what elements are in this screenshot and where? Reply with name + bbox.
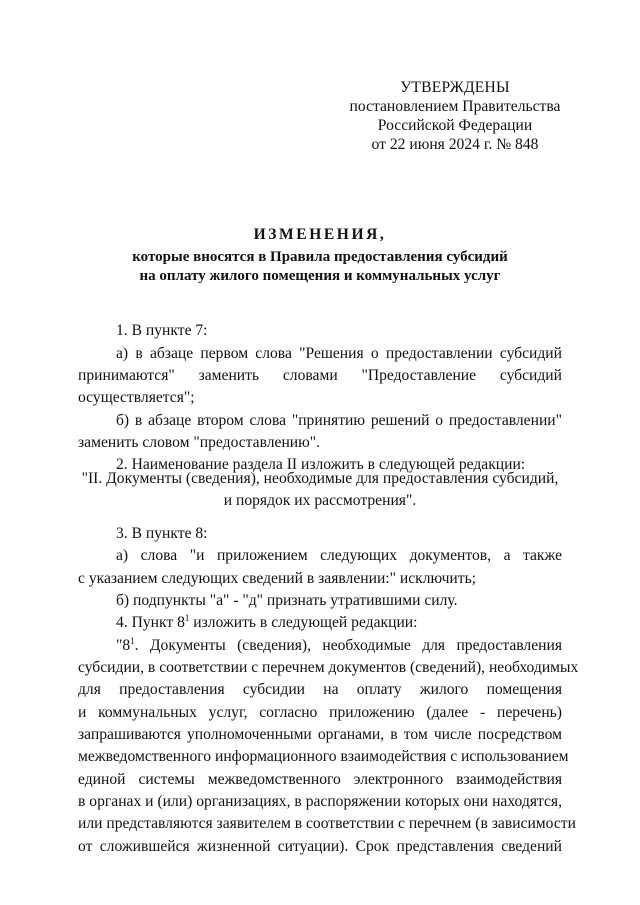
paragraph-line: 1. В пункте 7: [116, 322, 208, 339]
approval-line-2: Российской Федерации [377, 117, 533, 134]
paragraph-line: а) в абзаце первом слова "Решения о предоставлении субсидий [116, 345, 562, 362]
paragraph-line: б) подпункты "а" - "д" признать утратившими силу. [116, 592, 458, 609]
paragraph-line: субсидии, в соответствии с перечнем документов (сведений), необходимых [78, 659, 579, 676]
quoted-heading-line-1: "II. Документы (сведения), необходимые для предоставления субсидий, [81, 470, 559, 487]
approval-line-1: постановлением Правительства [349, 98, 561, 115]
document-title: ИЗМЕНЕНИЯ, [253, 226, 387, 243]
subtitle-line-2: на оплату жилого помещения и коммунальных услуг [139, 268, 501, 284]
paragraph-line [78, 637, 562, 655]
approval-heading: УТВЕРЖДЕНЫ [400, 79, 510, 96]
paragraph-line: или представляются заявителем в соответствии с перечнем (в зависимости [78, 815, 576, 832]
paragraph-line: межведомственного информационного взаимодействия с использованием [78, 748, 569, 765]
subtitle-line-1: которые вносятся в Правила предоставления субсидий [132, 249, 508, 265]
text-span: "8 [116, 637, 131, 654]
paragraph-line: 3. В пункте 8: [116, 525, 208, 542]
paragraph-line: осуществляется"; [78, 389, 195, 406]
superscript: 1 [130, 635, 135, 646]
document-body [78, 0, 579, 905]
text-span: изложить в следующей редакции: [189, 614, 418, 631]
approval-line-3: от 22 июня 2024 г. № 848 [371, 136, 539, 153]
paragraph-line: заменить словом "предоставлению". [78, 434, 321, 451]
quoted-heading-line-2: и порядок их рассмотрения". [223, 492, 417, 509]
paragraph-line: б) в абзаце втором слова "принятию решений о предоставлении" [116, 412, 562, 429]
paragraph-line: и коммунальных услуг, согласно приложению (далее - перечень) [78, 704, 562, 721]
paragraph-line: запрашиваются уполномоченными органами, в том числе посредством [78, 726, 562, 743]
superscript: 1 [184, 612, 190, 623]
paragraph-line: от сложившейся жизненной ситуации). Срок представления сведений [78, 838, 562, 855]
text-span: 4. Пункт 8 [116, 614, 185, 631]
paragraph-line: для предоставления субсидии на оплату жилого помещения [78, 681, 562, 698]
text-span: . Документы (сведения), необходимые для предоставления [134, 637, 562, 654]
paragraph-line: единой системы межведомственного электронного взаимодействия [78, 771, 562, 788]
paragraph-line: 2. Наименование раздела II изложить в следующей редакции: [116, 456, 526, 473]
paragraph-line: в органах и (или) организациях, в распоряжении которых они находятся, [78, 793, 562, 810]
paragraph-line: с указанием следующих сведений в заявлении:" исключить; [78, 570, 477, 587]
paragraph-line: принимаются" заменить словами "Предоставление субсидий [78, 367, 562, 384]
paragraph-line: а) слова "и приложением следующих документов, а также [116, 547, 562, 564]
paragraph-line [78, 614, 562, 632]
